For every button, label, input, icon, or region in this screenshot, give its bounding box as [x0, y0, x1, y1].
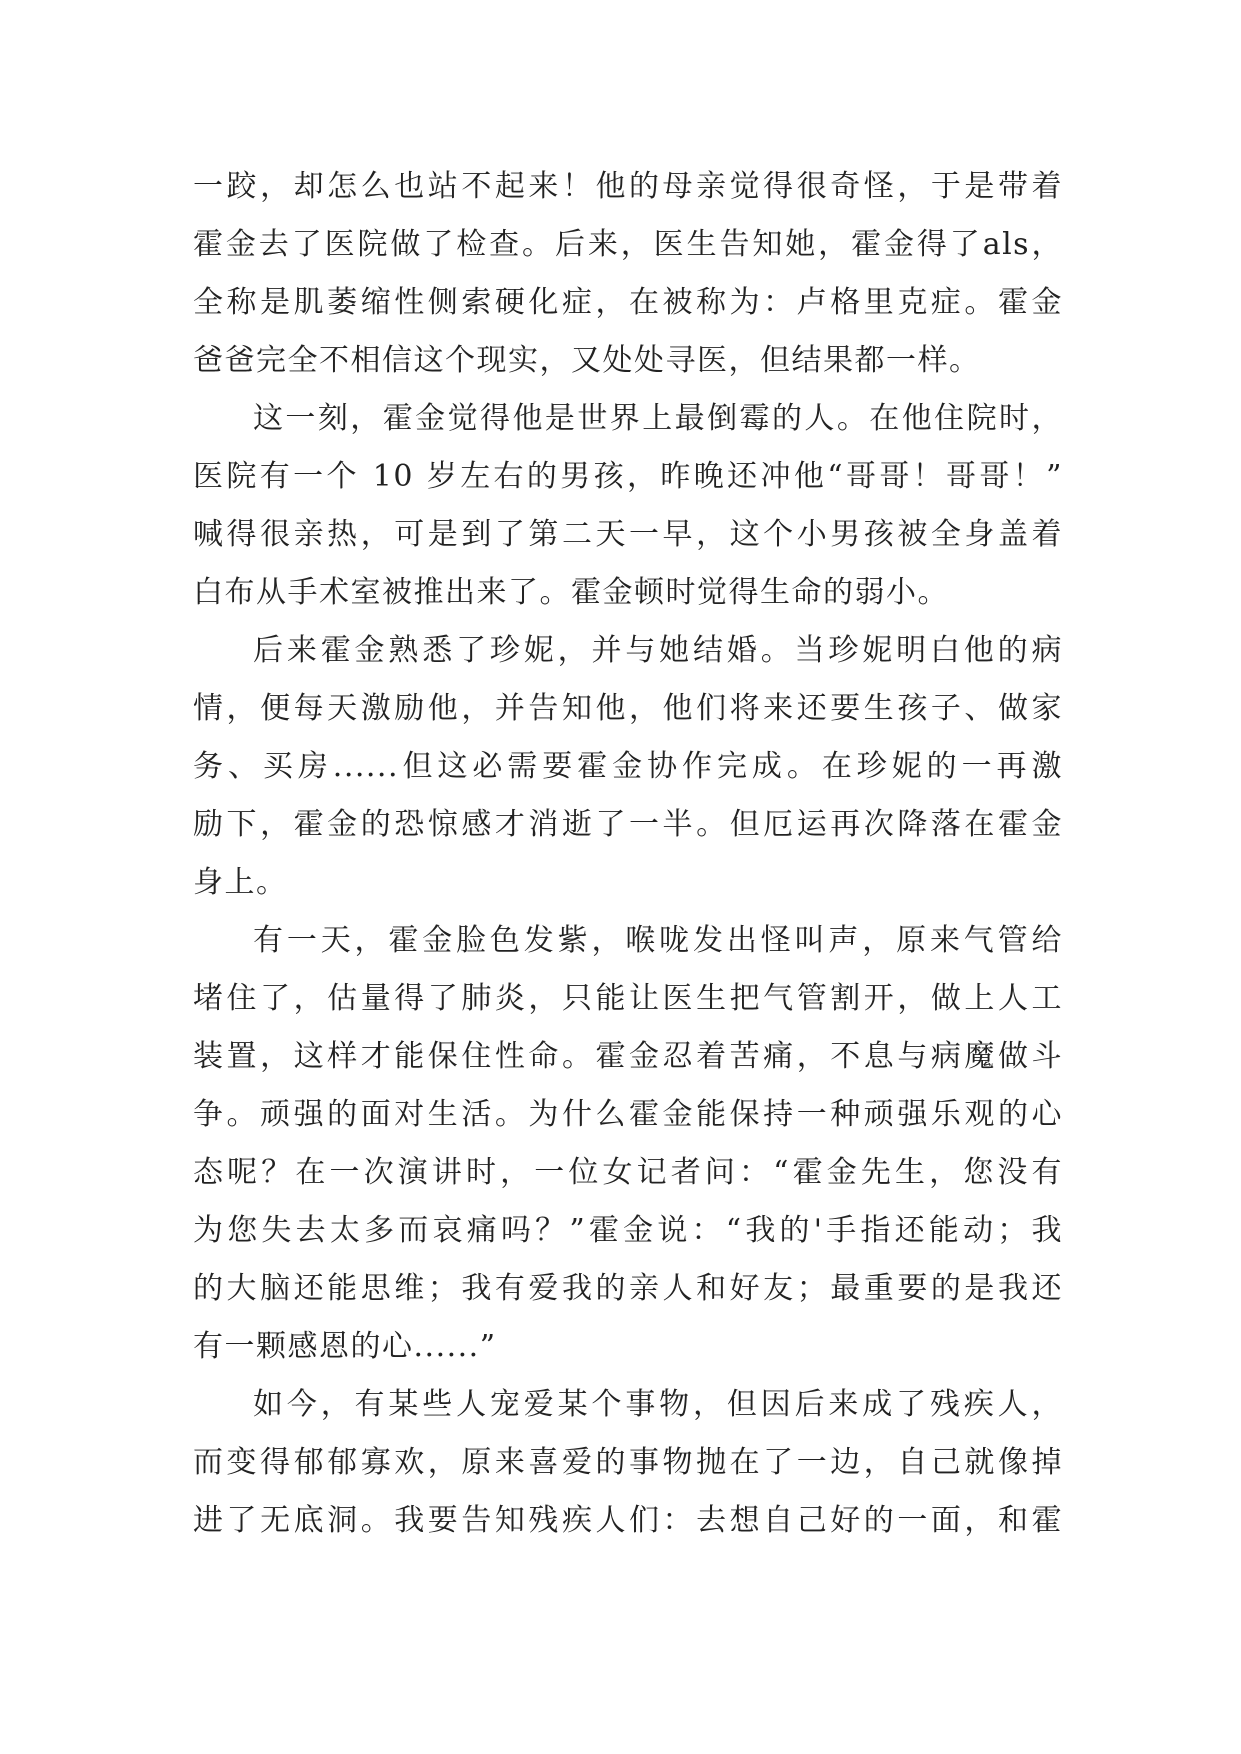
text-line: 堵住了，估量得了肺炎，只能让医生把气管割开，做上人工 [193, 981, 1063, 1016]
text-line: 态呢？在一次演讲时，一位女记者问：“霍金先生，您没有 [193, 1155, 1063, 1190]
text-line: 而变得郁郁寡欢，原来喜爱的事物抛在了一边，自己就像掉 [193, 1445, 1063, 1480]
text-line: 霍金去了医院做了检查。后来，医生告知她，霍金得了als， [193, 227, 1063, 262]
text-line: 有一颗感恩的心......” [193, 1329, 497, 1364]
text-line: 为您失去太多而哀痛吗？”霍金说：“我的'手指还能动；我 [193, 1213, 1063, 1248]
paragraph-1 [193, 158, 1063, 390]
text-line: 爸爸完全不相信这个现实，又处处寻医，但结果都一样。 [193, 343, 981, 378]
text-line: 后来霍金熟悉了珍妮，并与她结婚。当珍妮明白他的病 [253, 633, 1063, 668]
text-line: 全称是肌萎缩性侧索硬化症，在被称为：卢格里克症。霍金 [193, 285, 1063, 320]
text-line: 励下，霍金的恐惊感才消逝了一半。但厄运再次降落在霍金 [193, 807, 1063, 842]
text-line: 喊得很亲热，可是到了第二天一早，这个小男孩被全身盖着 [193, 517, 1063, 552]
text-line: 医院有一个 10 岁左右的男孩，昨晚还冲他“哥哥！哥哥！” [193, 459, 1063, 494]
text-line: 的大脑还能思维；我有爱我的亲人和好友；最重要的是我还 [193, 1271, 1063, 1306]
text-line: 进了无底洞。我要告知残疾人们：去想自己好的一面，和霍 [193, 1503, 1063, 1538]
paragraph-5 [193, 1376, 1063, 1550]
paragraph-2 [193, 390, 1063, 622]
text-line: 争。顽强的面对生活。为什么霍金能保持一种顽强乐观的心 [193, 1097, 1063, 1132]
text-line: 这一刻，霍金觉得他是世界上最倒霉的人。在他住院时， [253, 401, 1063, 436]
paragraph-3 [193, 622, 1063, 912]
text-line: 白布从手术室被推出来了。霍金顿时觉得生命的弱小。 [193, 575, 949, 610]
body-text [193, 158, 1063, 1550]
text-line: 务、买房......但这必需要霍金协作完成。在珍妮的一再激 [193, 749, 1063, 784]
text-line: 身上。 [193, 865, 288, 900]
paragraph-4 [193, 912, 1063, 1376]
text-line: 有一天，霍金脸色发紫，喉咙发出怪叫声，原来气管给 [253, 923, 1063, 958]
text-line: 情，便每天激励他，并告知他，他们将来还要生孩子、做家 [193, 691, 1063, 726]
text-line: 如今，有某些人宠爱某个事物，但因后来成了残疾人， [253, 1387, 1063, 1422]
text-line: 一跤，却怎么也站不起来！他的母亲觉得很奇怪，于是带着 [193, 169, 1063, 204]
text-line: 装置，这样才能保住性命。霍金忍着苦痛，不息与病魔做斗 [193, 1039, 1063, 1074]
